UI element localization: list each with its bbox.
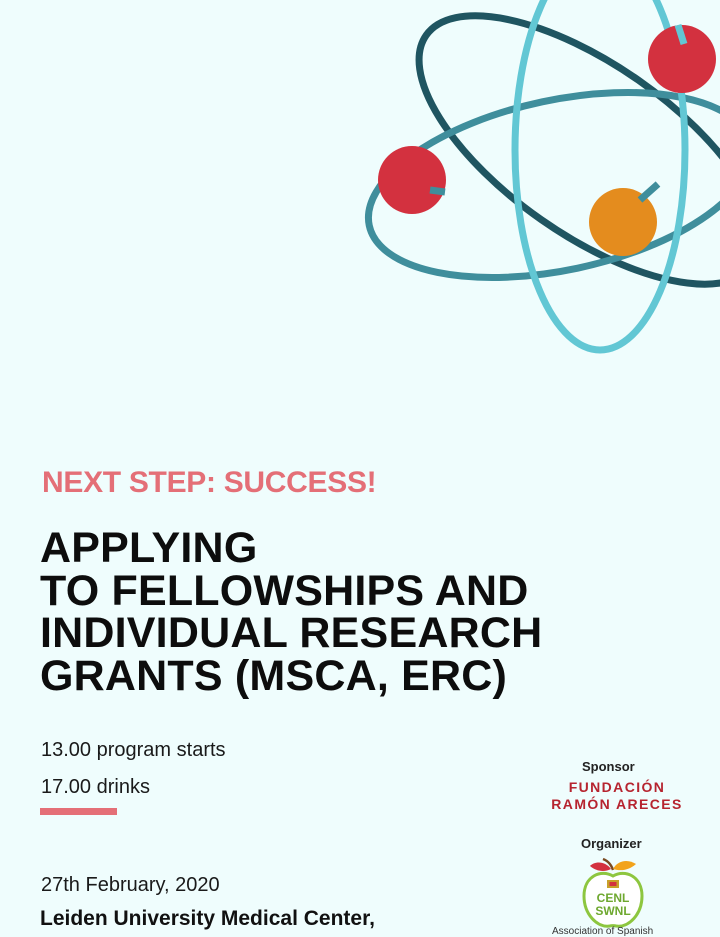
sponsor-logo-line-1: FUNDACIÓN xyxy=(568,779,666,795)
title-line-2: TO FELLOWSHIPS AND xyxy=(40,566,529,615)
apple-logo xyxy=(580,856,646,932)
schedule-drinks: 17.00 drinks xyxy=(41,776,150,798)
title-line-3: INDIVIDUAL RESEARCH xyxy=(40,609,543,657)
accent-divider xyxy=(40,808,117,815)
event-tagline: NEXT STEP: SUCCESS! xyxy=(42,466,377,499)
org-logo-text-top: CENL xyxy=(596,891,630,905)
organizer-caption: Association of Spanish xyxy=(552,926,654,937)
title-line-4: GRANTS (MSCA, ERC) xyxy=(40,651,508,700)
red-sphere-left xyxy=(378,146,446,214)
event-venue: Leiden University Medical Center, xyxy=(40,907,375,930)
sponsor-logo-line-2: RAMÓN ARECES xyxy=(551,796,683,812)
atom-illustration xyxy=(0,0,720,360)
organizer-label: Organizer xyxy=(581,836,642,851)
event-date: 27th February, 2020 xyxy=(41,874,220,896)
schedule-start: 13.00 program starts xyxy=(41,739,226,761)
org-logo-text-bottom: SWNL xyxy=(595,904,631,918)
sponsor-logo xyxy=(546,779,688,813)
event-schedule xyxy=(41,737,226,811)
title-line-1: APPLYING xyxy=(40,524,258,572)
event-title xyxy=(40,524,543,700)
sponsor-label: Sponsor xyxy=(582,759,635,774)
